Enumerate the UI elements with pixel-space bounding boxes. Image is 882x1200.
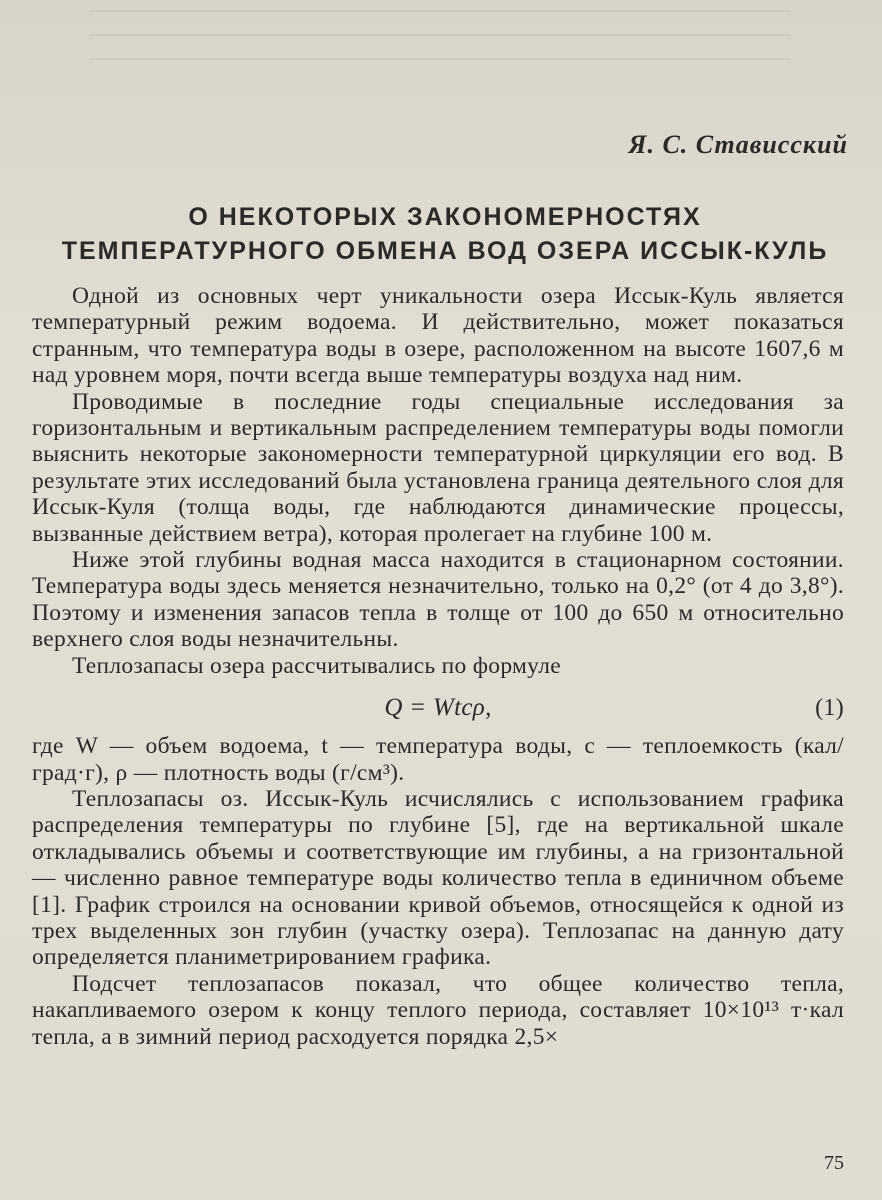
- paragraph-1: Одной из основных черт уникальности озера Иссык-Куль является температурный режим водоема. И действительно, может показаться странным, что температура воды в озере, расположенном на высоте 1607,6 м над уровнем моря, почти всегда выше температуры воздуха над ним.: [32, 283, 844, 389]
- bleed-through-text: [90, 0, 790, 60]
- formula-number: (1): [815, 695, 844, 722]
- paragraph-2: Проводимые в последние годы специальные исследования за горизонтальным и вертикальным распределением температуры воды помогли выяснить некоторые закономерности температурной циркуляции его вод. В результате этих исследований была установлена граница деятельного слоя для Иссык-Куля (толща воды, где наблюдаются динамические процессы, вызванные действием ветра), которая пролегает на глубине 100 м.: [32, 388, 844, 547]
- paragraph-3: Ниже этой глубины водная масса находится в стационарном состоянии. Температура воды здесь меняется незначительно, только на 0,2° (от 4 до 3,8°). Поэтому и изменения запасов тепла в толще от 100 до 650 м относительно верхнего слоя воды незначительны.: [32, 547, 844, 653]
- formula-expression: Q = Wtcρ,: [384, 694, 492, 722]
- paragraph-6: Подсчет теплозапасов показал, что общее количество тепла, накапливаемого озером к концу теплого периода, составляет 10×10¹³ т·кал тепла, а в зимний период расходуется порядка 2,5×: [32, 970, 844, 1050]
- formula-block: [32, 689, 844, 733]
- author-name: Я. С. Стависский: [628, 130, 848, 159]
- paragraph-5: Теплозапасы оз. Иссык-Куль исчислялись с использованием графика распределения температуры по глубине [5], где на вертикальной шкале откладывались объемы и соответствующие им глубины, а на гризонтальной — численно равное температуре воды количество тепла в единичном объеме [1]. График строился на основании кривой объемов, относящейся к одной из трех выделенных зон глубин (участку озера). Теплозапас на данную дату определяется планиметрированием графика.: [32, 785, 844, 971]
- page-number: 75: [824, 1152, 844, 1174]
- paragraph-4: Теплозапасы озера рассчитывались по формуле: [72, 652, 561, 679]
- article-title-line-1: О НЕКОТОРЫХ ЗАКОНОМЕРНОСТЯХ: [188, 203, 702, 231]
- article-title-line-2: ТЕМПЕРАТУРНОГО ОБМЕНА ВОД ОЗЕРА ИССЫК-КУЛЬ: [61, 237, 829, 265]
- article-body: [32, 283, 844, 1050]
- formula-explanation: где W — объем водоема, t — температура воды, c — теплоемкость (кал/град·г), ρ — плотность воды (г/см³).: [32, 733, 844, 786]
